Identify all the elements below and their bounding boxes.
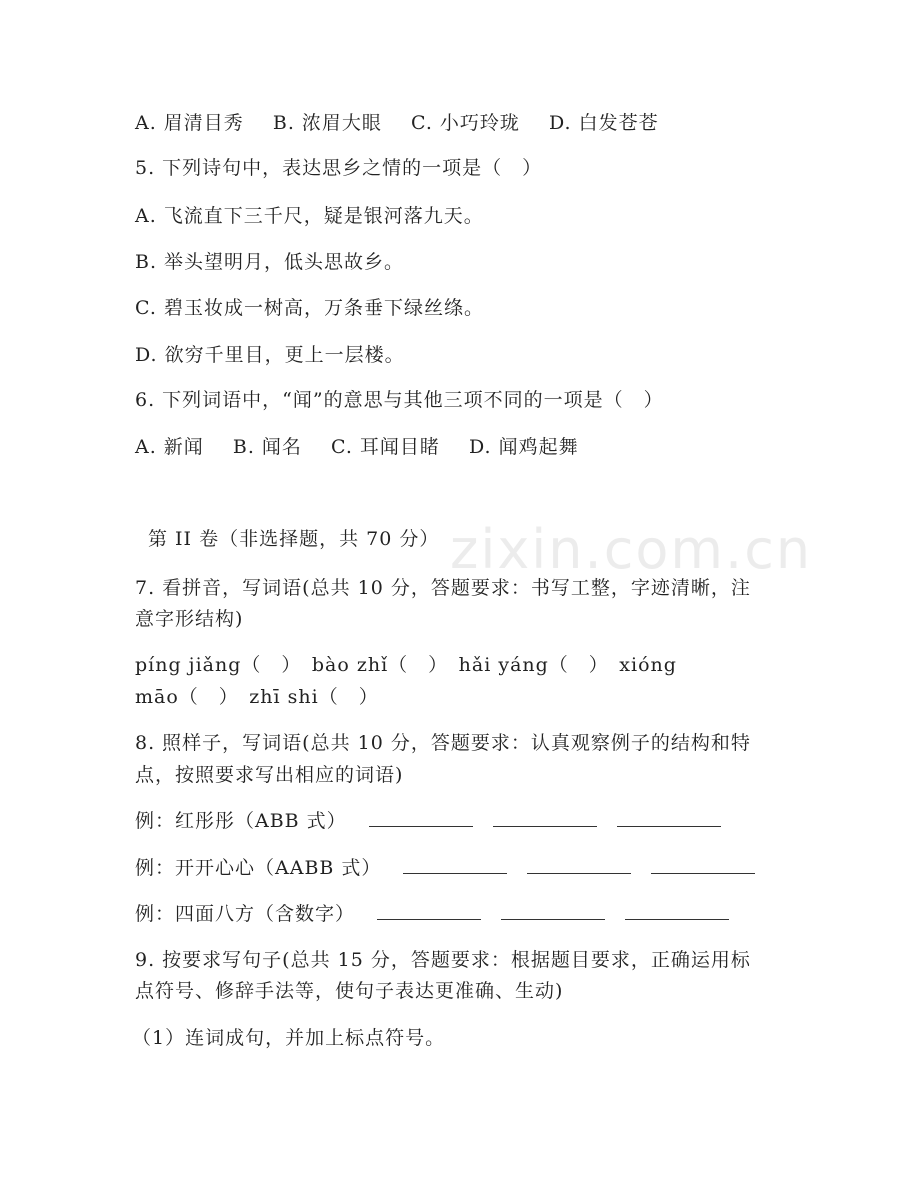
q8-example-abb: 例：红彤彤（ABB 式） <box>135 810 347 832</box>
q8-example-row <box>135 898 785 930</box>
q6-option-a: A. 新闻 <box>135 436 204 458</box>
q9-sub1: （1）连词成句，并加上标点符号。 <box>132 1027 446 1049</box>
q9-stem-line2: 点符号、修辞手法等，使句子表达更准确、生动) <box>135 980 564 1002</box>
q7-stem-line2: 意字形结构) <box>135 608 244 630</box>
q8-example-aabb: 例：开开心心（AABB 式） <box>135 857 382 879</box>
q8-example-row <box>135 852 785 884</box>
q6-option-b: B. 闻名 <box>232 436 302 458</box>
q7-stem-line1: 7. 看拼音，写词语(总共 10 分，答题要求：书写工整，字迹清晰，注 <box>135 577 751 599</box>
q8-stem-line1: 8. 照样子，写词语(总共 10 分，答题要求：认真观察例子的结构和特 <box>135 732 751 754</box>
q6-option-d: D. 闻鸡起舞 <box>468 436 579 458</box>
q8-example-row <box>135 805 785 837</box>
section2-title: 第 II 卷（非选择题，共 70 分） <box>148 528 440 550</box>
answer-blank[interactable] <box>651 855 755 874</box>
answer-blank[interactable] <box>501 901 605 920</box>
answer-blank[interactable] <box>369 808 473 827</box>
q4-option-b: B. 浓眉大眼 <box>272 112 382 134</box>
q4-option-d: D. 白发苍苍 <box>548 112 659 134</box>
answer-blank[interactable] <box>493 808 597 827</box>
answer-blank[interactable] <box>527 855 631 874</box>
q9-stem-line1: 9. 按要求写句子(总共 15 分，答题要求：根据题目要求，正确运用标 <box>135 949 751 971</box>
q4-options <box>135 107 785 139</box>
q8-stem-line2: 点，按照要求写出相应的词语) <box>135 764 404 786</box>
q5-option-a: A. 飞流直下三千尺，疑是银河落九天。 <box>135 205 484 227</box>
q6-options <box>135 431 785 463</box>
q4-option-a: A. 眉清目秀 <box>135 112 244 134</box>
answer-blank[interactable] <box>403 855 507 874</box>
answer-blank[interactable] <box>377 901 481 920</box>
q8-example-number: 例：四面八方（含数字） <box>135 903 356 925</box>
q6-option-c: C. 耳闻目睹 <box>330 436 440 458</box>
answer-blank[interactable] <box>625 901 729 920</box>
q5-stem: 5. 下列诗句中，表达思乡之情的一项是（ ） <box>135 157 543 179</box>
answer-blank[interactable] <box>617 808 721 827</box>
q5-option-c: C. 碧玉妆成一树高，万条垂下绿丝绦。 <box>135 297 484 319</box>
q5-option-b: B. 举头望明月，低头思故乡。 <box>135 251 405 273</box>
q4-option-c: C. 小巧玲珑 <box>410 112 520 134</box>
q5-option-d: D. 欲穷千里目，更上一层楼。 <box>135 344 405 366</box>
q6-stem: 6. 下列词语中，“闻”的意思与其他三项不同的一项是（ ） <box>135 389 664 411</box>
q7-pinyin-line2: māo（ ） zhī shi（ ） <box>135 686 379 708</box>
watermark: zixin.com.cn <box>450 518 813 581</box>
q7-pinyin-line1: píng jiǎng（ ） bào zhǐ（ ） hǎi yáng（ ） xióng <box>135 654 677 676</box>
